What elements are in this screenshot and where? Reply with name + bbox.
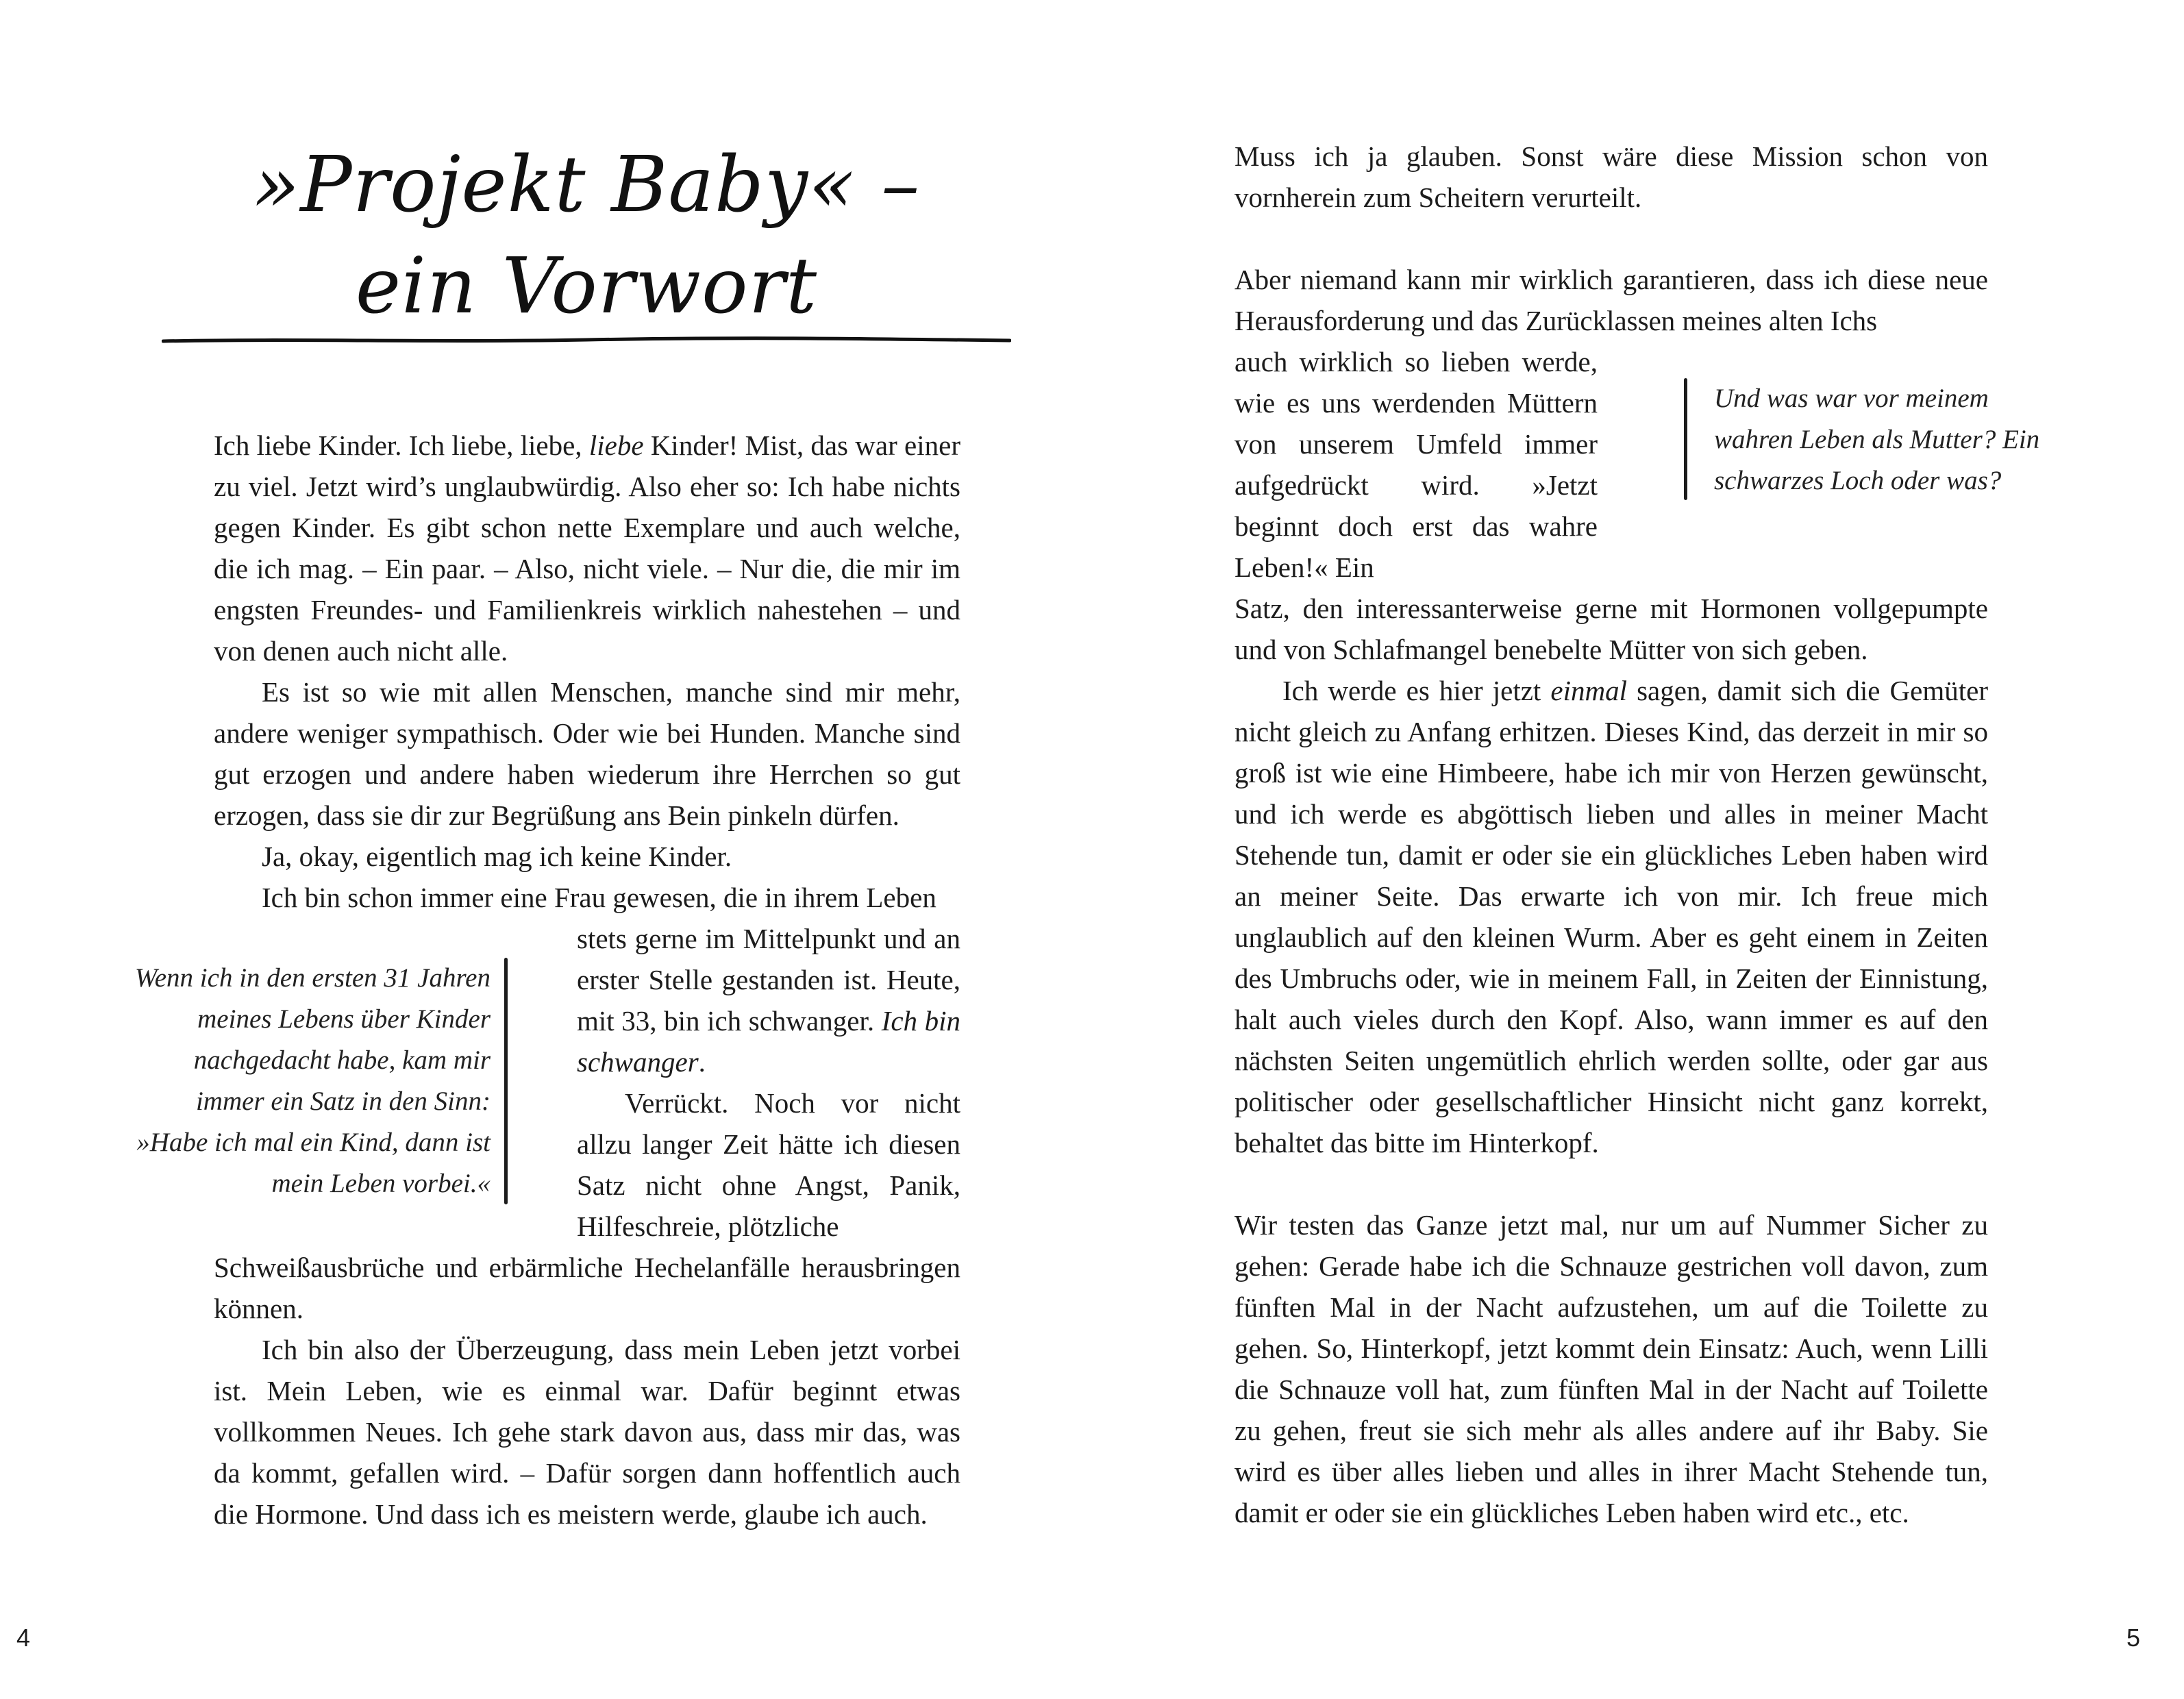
wrapped-text-block bbox=[1234, 341, 1598, 588]
pull-quote-left: Wenn ich in den ersten 31 Jahren meines Lebens über Kinder nachgedacht habe, kam mir immer ein Satz in den Sinn: »Habe ich mal ein Kind, dann ist mein Leben vorbei.« bbox=[134, 963, 491, 1198]
paragraph-text: sagen, damit sich die Gemüter nicht gleich zu Anfang erhitzen. Dieses Kind, das derzeit in mir so groß ist wie eine Himbeere, habe ich mir von Herzen gewünscht, und ich werde es abgöttisch lieben und alles in meiner Macht Stehende tun, damit er oder sie ein glückliches Leben haben wird an meiner Seite. Das erwarte ich von mir. Ich freue mich unglaublich auf den kleinen Wurm. Aber es geht einem in Zeiten des Umbruchs oder, wie in meinem Fall, in Zeiten der Einnistung, halt auch vieles durch den Kopf. Also, wann immer es auf den nächsten Seiten ungemütlich ehrlich werden sollte, oder gar aus politischer oder gesellschaftlicher Hinsicht nicht ganz korrekt, behaltet das bitte im Hinterkopf. bbox=[1234, 675, 1988, 1158]
pull-quote-bar bbox=[1684, 378, 1687, 500]
paragraph-text: . bbox=[698, 1046, 706, 1078]
chapter-title-line-2: ein Vorwort bbox=[355, 242, 818, 331]
chapter-title-line-1: »Projekt Baby« – bbox=[252, 140, 921, 230]
paragraph: Ich bin schon immer eine Frau gewesen, die in ihrem Leben bbox=[262, 882, 936, 913]
paragraph: Aber niemand kann mir wirklich garantieren, dass ich diese neue Herausforderung und das Zurücklassen meines alten Ichs bbox=[1234, 264, 1988, 336]
paragraph: Ja, okay, eigentlich mag ich keine Kinder. bbox=[262, 841, 732, 872]
paragraph: Satz, den interessanterweise gerne mit Hormonen vollgepumpte und von Schlafmangel benebelte Mütter von sich geben. bbox=[1234, 593, 1988, 665]
paragraph: Es ist so wie mit allen Menschen, manche sind mir mehr, andere weniger sympathisch. Oder wie bei Hunden. Manche sind gut erzogen und andere haben wiederum ihre Herrchen so gut erzogen, dass sie dir zur Begrüßung ans Bein pinkeln dürfen. bbox=[214, 676, 960, 831]
chapter-title bbox=[162, 134, 1011, 337]
paragraph: auch wirklich so lieben werde, wie es uns werdenden Müttern von unserem Umfeld immer aufgedrückt wird. »Jetzt beginnt doch erst das wahre Leben!« Ein bbox=[1234, 346, 1598, 583]
paragraph bbox=[214, 425, 960, 671]
paragraph: Verrückt. Noch vor nicht allzu langer Zeit hätte ich diesen Satz nicht ohne Angst, Panik, Hilfeschreie, plötzliche bbox=[577, 1087, 960, 1242]
paragraph bbox=[1234, 670, 1988, 1163]
paragraph: Muss ich ja glauben. Sonst wäre diese Mission schon von vornherein zum Scheitern verurteilt. bbox=[1234, 140, 1988, 213]
page-number-right: 5 bbox=[2126, 1624, 2141, 1652]
emphasis-text: Ich bin schwanger bbox=[577, 1005, 961, 1078]
emphasis-text: einmal bbox=[1550, 675, 1628, 706]
title-underline bbox=[162, 336, 1011, 345]
pull-quote-right: Und was war vor meinem wahren Leben als Mutter? Ein schwarzes Loch oder was? bbox=[1714, 384, 2040, 495]
paragraph: Schweißausbrüche und erbärmliche Hechelanfälle herausbringen können. bbox=[214, 1252, 960, 1324]
paragraph: Wir testen das Ganze jetzt mal, nur um auf Nummer Sicher zu gehen: Gerade habe ich die Schnauze gestrichen voll davon, zum fünften Mal in der Nacht aufzustehen, um auf die Toilette zu gehen. So, Hinterkopf, jetzt kommt dein Einsatz: Auch, wenn Lilli die Schnauze voll hat, zum fünften Mal in der Nacht auf Toilette zu gehen, freut sie sich mehr als alles andere auf ihr Baby. Sie wird es über alles lieben und alles in ihrer Macht Stehende tun, damit er oder sie ein glückliches Leben haben wird etc., etc. bbox=[1234, 1209, 1988, 1528]
page-number-left: 4 bbox=[16, 1624, 31, 1652]
paragraph-text: Kinder! Mist, das war einer zu viel. Jetzt wird’s unglaubwürdig. Also eher so: Ich habe nichts gegen Kinder. Es gibt schon nette Exemplare und auch welche, die ich mag. – Ein paar. – Also, nicht viele. – Nur die, die mir im engsten Freundes- und Familienkreis wirklich nahestehen – und von denen auch nicht alle. bbox=[214, 430, 960, 667]
paragraph-text: stets gerne im Mittelpunkt und an erster Stelle gestanden ist. Heute, mit 33, bin ich schwanger. bbox=[577, 923, 960, 1037]
right-body-text bbox=[1234, 136, 1988, 1533]
paragraph-text: Ich liebe Kinder. Ich liebe, liebe, bbox=[214, 430, 589, 461]
emphasis-text: liebe bbox=[588, 430, 644, 461]
paragraph: Ich bin also der Überzeugung, dass mein Leben jetzt vorbei ist. Mein Leben, wie es einmal war. Dafür beginnt etwas vollkommen Neues. Ich gehe stark davon aus, dass mir das, was da kommt, gefallen wird. – Dafür sorgen dann hoffentlich auch die Hormone. Und dass ich es meistern werde, glaube ich auch. bbox=[214, 1334, 960, 1530]
paragraph-gap bbox=[1234, 1163, 1988, 1204]
wrapped-text-block bbox=[577, 918, 960, 1247]
paragraph-text: Ich werde es hier jetzt bbox=[1282, 675, 1551, 706]
paragraph-gap bbox=[1234, 218, 1988, 259]
paragraph bbox=[577, 918, 960, 1082]
pull-quote-bar bbox=[504, 958, 508, 1204]
